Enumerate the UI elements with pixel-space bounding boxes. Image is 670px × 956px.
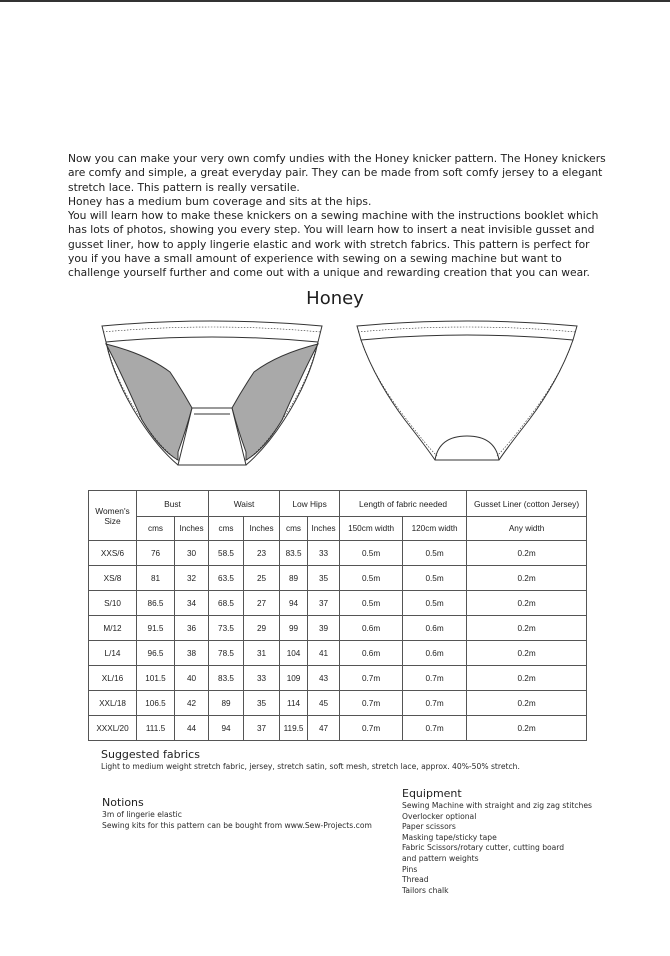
table-cell: 43 — [308, 666, 340, 691]
header-fabric-length: Length of fabric needed — [340, 491, 467, 517]
intro-paragraph-2: Honey has a medium bum coverage and sits at the hips. — [68, 194, 372, 208]
table-cell: 39 — [308, 616, 340, 641]
header-waist: Waist — [209, 491, 280, 517]
table-row — [89, 566, 587, 591]
top-rule — [0, 0, 670, 2]
table-cell: 33 — [244, 666, 280, 691]
subheader-120cm: 120cm width — [403, 517, 467, 541]
table-cell: 33 — [308, 541, 340, 566]
equipment-line: and pattern weights — [402, 853, 479, 863]
intro-text — [68, 152, 608, 281]
table-cell: 0.2m — [467, 566, 587, 591]
table-cell: 0.6m — [340, 616, 403, 641]
size-cell: XS/8 — [89, 566, 137, 591]
knickers-illustrations — [100, 320, 580, 470]
table-cell: 42 — [175, 691, 209, 716]
table-cell: 0.5m — [340, 566, 403, 591]
suggested-fabrics-heading: Suggested fabrics — [101, 748, 200, 761]
table-cell: 101.5 — [137, 666, 175, 691]
size-cell: M/12 — [89, 616, 137, 641]
table-cell: 81 — [137, 566, 175, 591]
table-cell: 91.5 — [137, 616, 175, 641]
table-cell: 40 — [175, 666, 209, 691]
table-cell: 0.6m — [403, 616, 467, 641]
table-cell: 58.5 — [209, 541, 244, 566]
table-cell: 0.7m — [403, 716, 467, 741]
subheader-inches: Inches — [175, 517, 209, 541]
table-cell: 0.2m — [467, 641, 587, 666]
table-cell: 41 — [308, 641, 340, 666]
table-cell: 114 — [280, 691, 308, 716]
equipment-line: Paper scissors — [402, 822, 456, 832]
table-cell: 37 — [308, 591, 340, 616]
table-cell: 96.5 — [137, 641, 175, 666]
table-cell: 0.7m — [403, 691, 467, 716]
size-cell: XXS/6 — [89, 541, 137, 566]
notions-line: 3m of lingerie elastic — [102, 810, 182, 819]
table-cell: 38 — [175, 641, 209, 666]
table-cell: 106.5 — [137, 691, 175, 716]
table-cell: 0.7m — [340, 691, 403, 716]
table-cell: 30 — [175, 541, 209, 566]
notions-list — [102, 810, 372, 831]
intro-paragraph-3: You will learn how to make these knickers on a sewing machine with the instructions booklet which has lots of photos, showing you every step. You will learn how to insert a neat invisible gusset and gusset liner, how to apply lingerie elastic and work with stretch fabrics. This pattern is perfect for you if you have a small amount of experience with sewing on a sewing machine but want to challenge yourself further and come out with a unique and rewarding creation that you can wear. — [68, 209, 599, 280]
table-cell: 78.5 — [209, 641, 244, 666]
table-cell: 89 — [280, 566, 308, 591]
table-cell: 35 — [308, 566, 340, 591]
equipment-line: Masking tape/sticky tape — [402, 832, 497, 842]
table-cell: 25 — [244, 566, 280, 591]
header-bust: Bust — [137, 491, 209, 517]
table-cell: 0.5m — [340, 591, 403, 616]
table-cell: 0.5m — [403, 541, 467, 566]
table-cell: 99 — [280, 616, 308, 641]
table-row — [89, 616, 587, 641]
table-cell: 32 — [175, 566, 209, 591]
table-row — [89, 716, 587, 741]
size-chart-table — [88, 490, 587, 741]
table-cell: 94 — [280, 591, 308, 616]
header-size: Women's Size — [89, 491, 137, 541]
equipment-line: Thread — [402, 875, 429, 885]
table-cell: 29 — [244, 616, 280, 641]
equipment-line: Overlocker optional — [402, 811, 477, 821]
subheader-cms: cms — [280, 517, 308, 541]
suggested-fabrics-text — [101, 762, 520, 773]
table-cell: 0.6m — [340, 641, 403, 666]
table-cell: 44 — [175, 716, 209, 741]
table-cell: 0.2m — [467, 716, 587, 741]
size-cell: XXL/18 — [89, 691, 137, 716]
subheader-cms: cms — [209, 517, 244, 541]
size-cell: XL/16 — [89, 666, 137, 691]
table-cell: 0.5m — [403, 591, 467, 616]
equipment-line: Tailors chalk — [402, 885, 449, 895]
notions-heading: Notions — [102, 796, 144, 809]
table-cell: 34 — [175, 591, 209, 616]
knickers-front-illustration — [102, 321, 322, 465]
subheader-cms: cms — [137, 517, 175, 541]
equipment-line: Fabric Scissors/rotary cutter, cutting board — [402, 843, 565, 853]
subheader-inches: Inches — [308, 517, 340, 541]
table-cell: 0.5m — [403, 566, 467, 591]
table-cell: 109 — [280, 666, 308, 691]
table-cell: 0.7m — [340, 716, 403, 741]
suggested-fabrics-line: Light to medium weight stretch fabric, jersey, stretch satin, soft mesh, stretch lace, approx. 40%-50% stretch. — [101, 762, 520, 771]
table-cell: 0.2m — [467, 591, 587, 616]
table-cell: 89 — [209, 691, 244, 716]
table-cell: 0.5m — [340, 541, 403, 566]
table-body — [89, 541, 587, 741]
table-header-row — [89, 491, 587, 517]
table-cell: 0.2m — [467, 616, 587, 641]
notions-line: Sewing kits for this pattern can be bought from www.Sew-Projects.com — [102, 820, 372, 830]
table-cell: 0.2m — [467, 666, 587, 691]
table-cell: 0.6m — [403, 641, 467, 666]
table-cell: 35 — [244, 691, 280, 716]
subheader-any-width: Any width — [467, 517, 587, 541]
subheader-inches: Inches — [244, 517, 280, 541]
table-cell: 68.5 — [209, 591, 244, 616]
knickers-back-illustration — [357, 321, 577, 460]
table-cell: 36 — [175, 616, 209, 641]
table-row — [89, 541, 587, 566]
table-cell: 0.7m — [340, 666, 403, 691]
table-row — [89, 691, 587, 716]
table-cell: 37 — [244, 716, 280, 741]
table-cell: 23 — [244, 541, 280, 566]
table-row — [89, 591, 587, 616]
table-cell: 0.2m — [467, 691, 587, 716]
header-low-hips: Low Hips — [280, 491, 340, 517]
table-cell: 0.2m — [467, 541, 587, 566]
size-cell: S/10 — [89, 591, 137, 616]
equipment-line: Pins — [402, 864, 418, 874]
table-cell: 83.5 — [280, 541, 308, 566]
table-cell: 111.5 — [137, 716, 175, 741]
table-cell: 76 — [137, 541, 175, 566]
table-cell: 119.5 — [280, 716, 308, 741]
table-row — [89, 666, 587, 691]
table-cell: 73.5 — [209, 616, 244, 641]
size-cell: L/14 — [89, 641, 137, 666]
table-subheader-row — [89, 517, 587, 541]
table-cell: 27 — [244, 591, 280, 616]
table-cell: 86.5 — [137, 591, 175, 616]
table-cell: 94 — [209, 716, 244, 741]
size-cell: XXXL/20 — [89, 716, 137, 741]
table-cell: 47 — [308, 716, 340, 741]
header-gusset-liner: Gusset Liner (cotton Jersey) — [467, 491, 587, 517]
table-cell: 104 — [280, 641, 308, 666]
table-cell: 83.5 — [209, 666, 244, 691]
table-row — [89, 641, 587, 666]
table-cell: 0.7m — [403, 666, 467, 691]
table-cell: 31 — [244, 641, 280, 666]
subheader-150cm: 150cm width — [340, 517, 403, 541]
intro-paragraph-1: Now you can make your very own comfy undies with the Honey knicker pattern. The Honey knickers are comfy and simple, a great everyday pair. They can be made from soft comfy jersey to a elegant stretch lace. This pattern is really versatile. — [68, 152, 606, 194]
equipment-list — [402, 801, 592, 896]
table-cell: 63.5 — [209, 566, 244, 591]
table-cell: 45 — [308, 691, 340, 716]
pattern-title: Honey — [306, 288, 364, 309]
equipment-heading: Equipment — [402, 787, 462, 800]
equipment-line: Sewing Machine with straight and zig zag stitches — [402, 801, 592, 810]
